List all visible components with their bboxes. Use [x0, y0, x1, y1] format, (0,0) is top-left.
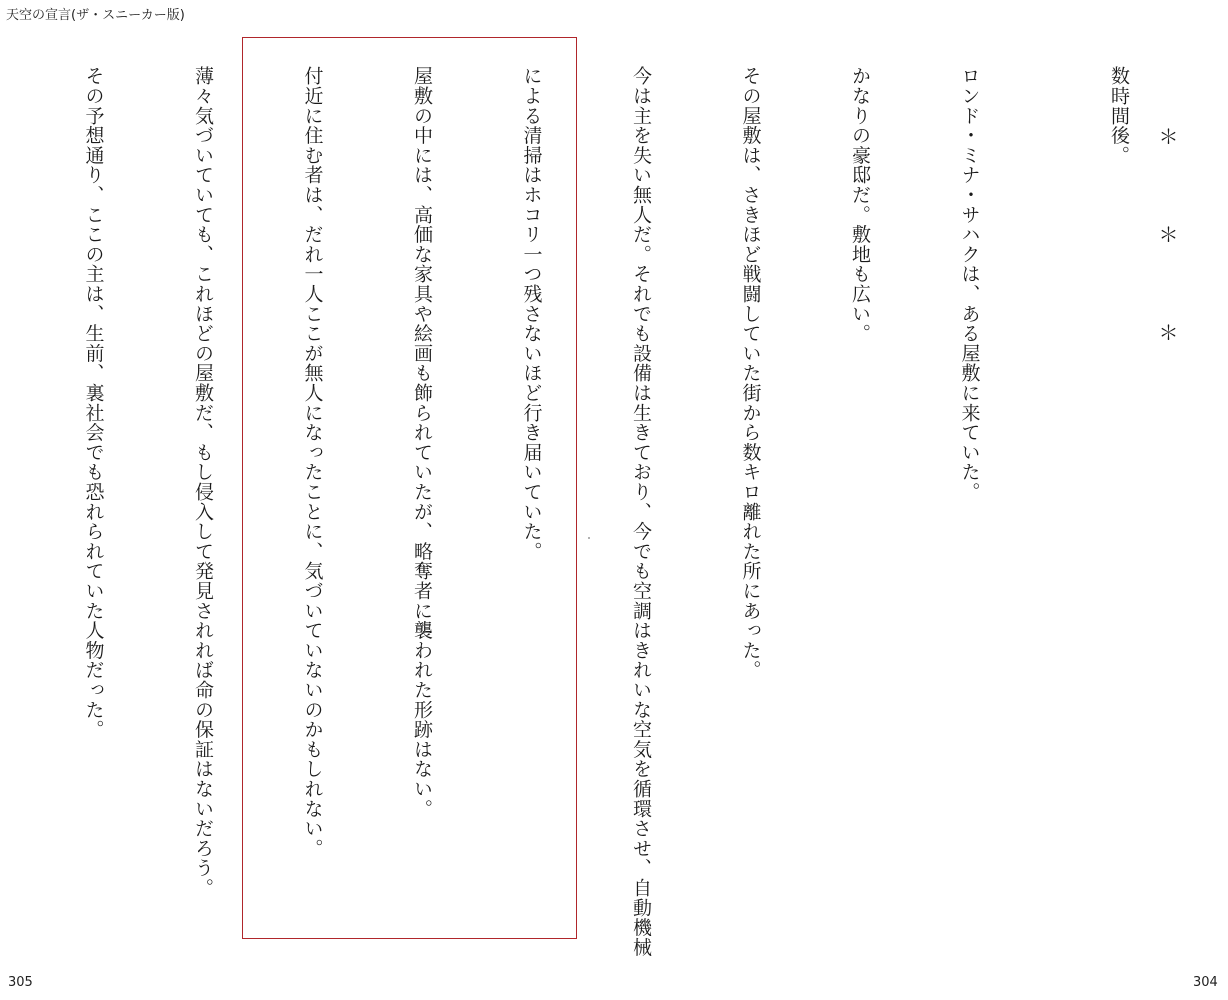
scene-break-asterisks: ＊＊＊ [1155, 126, 1179, 420]
page-number-left: 305 [8, 975, 33, 990]
vertical-body-text [10, 66, 1210, 957]
text-line: かなりの豪邸だ。敷地も広い。 [849, 66, 871, 344]
running-title: 天空の宣言(ザ・スニーカー版) [6, 8, 185, 23]
text-line: ロンド・ミナ・サハクは、ある屋敷に来ていた。 [958, 66, 981, 502]
page-number-right: 304 [1193, 975, 1218, 990]
text-line: 数時間後。 [1108, 66, 1130, 165]
text-line: 今は主を失い無人だ。それでも設備は生きており、今でも空調はきれいな空気を循環させ、自動機械 [630, 66, 652, 957]
text-line [0, 66, 2, 946]
text-line: 屋敷の中には、高価な家具や絵画も飾られていたが、略奪者に襲われた形跡はない。 [411, 66, 433, 819]
text-line: 薄々気づいていても、これほどの屋敷だ、もし侵入して発見されれば命の保証はないだろう。 [192, 66, 214, 898]
text-line: その予想通り、ここの主は、生前、裏社会でも恐れられていた人物だった。 [82, 66, 105, 740]
text-line: 付近に住む者は、だれ一人ここが無人になったことに、気づいていないのかもしれない。 [301, 66, 324, 858]
text-line: その屋敷は、さきほど戦闘していた街から数キロ離れた所にあった。 [739, 66, 762, 680]
text-line: による清掃はホコリ一つ残さないほど行き届いていた。 [520, 66, 543, 561]
